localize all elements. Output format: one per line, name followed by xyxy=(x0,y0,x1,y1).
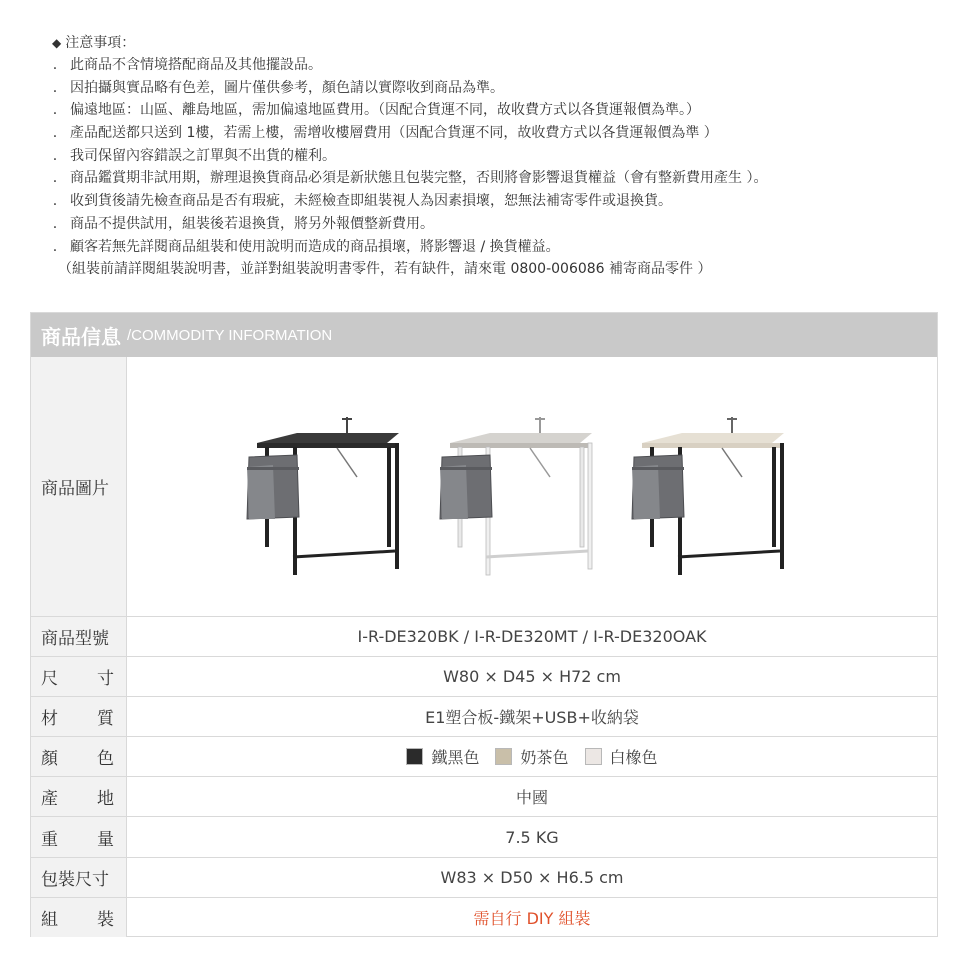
note-text: 我司保留內容錯誤之訂單與不出貨的權利。 xyxy=(70,147,336,164)
note-item xyxy=(40,167,940,190)
spec-header xyxy=(31,313,937,357)
spec-label: 包裝尺寸 xyxy=(31,858,127,897)
spec-row-assembly xyxy=(31,897,937,937)
dot-bullet-icon: . xyxy=(52,102,58,119)
notes-title xyxy=(40,32,940,54)
spec-value: E1塑合板-鐵架+USB+收納袋 xyxy=(425,708,639,728)
spec-header-title: 商品信息 xyxy=(41,324,121,349)
dot-bullet-icon: . xyxy=(52,147,58,164)
spec-label: 商品圖片 xyxy=(31,357,127,616)
spec-label-char: 量 xyxy=(97,829,114,850)
note-item xyxy=(40,213,940,236)
desk-whiteoak-image xyxy=(622,407,792,577)
spec-label-char: 寸 xyxy=(97,669,114,690)
spec-label-char: 產 xyxy=(41,789,58,810)
spec-value: W83 × D50 × H6.5 cm xyxy=(440,867,624,887)
spec-label xyxy=(31,777,127,816)
desk-black-image xyxy=(237,407,407,577)
dot-bullet-icon: . xyxy=(52,193,58,210)
spec-label xyxy=(31,737,127,776)
spec-label-char: 材 xyxy=(41,709,58,730)
spec-label-char: 尺 xyxy=(41,669,58,690)
color-name: 奶茶色 xyxy=(520,748,569,768)
color-options xyxy=(127,737,937,776)
note-item xyxy=(40,99,940,122)
spec-row-model xyxy=(31,616,937,656)
note-item xyxy=(40,54,940,77)
note-text: 產品配送都只送到 1樓，若需上樓，需增收樓層費用（因配合貨運不同，故收費方式以各貨運報價為準 ） xyxy=(70,125,718,142)
spec-row-origin xyxy=(31,776,937,816)
color-name: 鐵黑色 xyxy=(431,748,480,768)
note-item xyxy=(40,77,940,100)
note-text: 偏遠地區：山區、離島地區，需加偏遠地區費用。（因配合貨運不同，故收費方式以各貨運報價為準。） xyxy=(70,102,700,119)
dot-bullet-icon: . xyxy=(52,79,58,96)
color-option xyxy=(585,745,658,768)
color-name: 白橡色 xyxy=(609,748,658,768)
note-item xyxy=(40,145,940,168)
spec-row-image xyxy=(31,357,937,616)
note-item xyxy=(40,236,940,259)
spec-label-char: 組 xyxy=(41,909,58,930)
dot-bullet-icon: . xyxy=(52,238,58,255)
spec-label xyxy=(31,657,127,696)
product-images-area xyxy=(127,357,937,616)
notes-title-text: 注意事項： xyxy=(65,35,136,51)
color-swatch xyxy=(406,748,423,765)
spec-label xyxy=(31,697,127,736)
spec-label: 商品型號 xyxy=(31,617,127,656)
product-images xyxy=(127,357,937,616)
note-text: 此商品不含情境搭配商品及其他擺設品。 xyxy=(70,57,322,73)
note-text: 商品不提供試用，組裝後若退換貨，將另外報價整新費用。 xyxy=(70,215,434,232)
desk-milktea-image xyxy=(430,407,600,577)
spec-row-material xyxy=(31,696,937,736)
spec-value: W80 × D45 × H72 cm xyxy=(443,667,621,687)
note-item xyxy=(40,122,940,145)
color-option xyxy=(406,745,479,768)
dot-bullet-icon: . xyxy=(52,57,58,73)
spec-row-size xyxy=(31,656,937,696)
spec-label-char: 地 xyxy=(97,789,114,810)
spec-label xyxy=(31,817,127,856)
spec-label-char: 重 xyxy=(41,829,58,850)
dot-bullet-icon: . xyxy=(52,125,58,142)
spec-value: 中國 xyxy=(515,788,548,808)
note-text: 顧客若無先詳閱商品組裝和使用說明而造成的商品損壞，將影響退 / 換貨權益。 xyxy=(70,238,560,255)
spec-value: 7.5 KG xyxy=(505,827,559,847)
notes-section xyxy=(40,32,940,281)
spec-label-char: 顏 xyxy=(41,749,58,770)
spec-label-char: 裝 xyxy=(97,909,114,930)
note-item xyxy=(40,190,940,213)
spec-value-assembly: 需自行 DIY 組裝 xyxy=(473,908,591,928)
note-text: 收到貨後請先檢查商品是否有瑕疵，未經檢查即組裝視人為因素損壞，恕無法補寄零件或退換貨。 xyxy=(70,193,672,210)
dot-bullet-icon: . xyxy=(52,170,58,187)
note-text: 因拍攝與實品略有色差，圖片僅供參考，顏色請以實際收到商品為準。 xyxy=(70,79,504,96)
spec-label-char: 質 xyxy=(97,709,114,730)
notes-footer: （組裝前請詳閱組裝說明書，並詳對組裝說明書零件，若有缺件，請來電 0800-006086 補寄商品零件 ） xyxy=(58,261,712,278)
diamond-bullet-icon: ◆ xyxy=(52,36,62,50)
spec-label xyxy=(31,898,127,937)
color-option xyxy=(495,745,568,768)
spec-row-color xyxy=(31,736,937,776)
spec-row-package-size xyxy=(31,857,937,897)
spec-label-char: 色 xyxy=(97,749,114,770)
spec-row-weight xyxy=(31,816,937,856)
note-text: 商品鑑賞期非試用期，辦理退換貨商品必須是新狀態且包裝完整，否則將會影響退貨權益（會有整新費用產生 ）。 xyxy=(70,170,768,187)
spec-value: I-R-DE320BK / I-R-DE320MT / I-R-DE320OAK xyxy=(357,627,707,647)
dot-bullet-icon: . xyxy=(52,215,58,232)
spec-header-subtitle: /COMMODITY INFORMATION xyxy=(127,326,333,344)
color-swatch xyxy=(585,748,602,765)
commodity-info-table xyxy=(30,312,938,937)
color-swatch xyxy=(495,748,512,765)
